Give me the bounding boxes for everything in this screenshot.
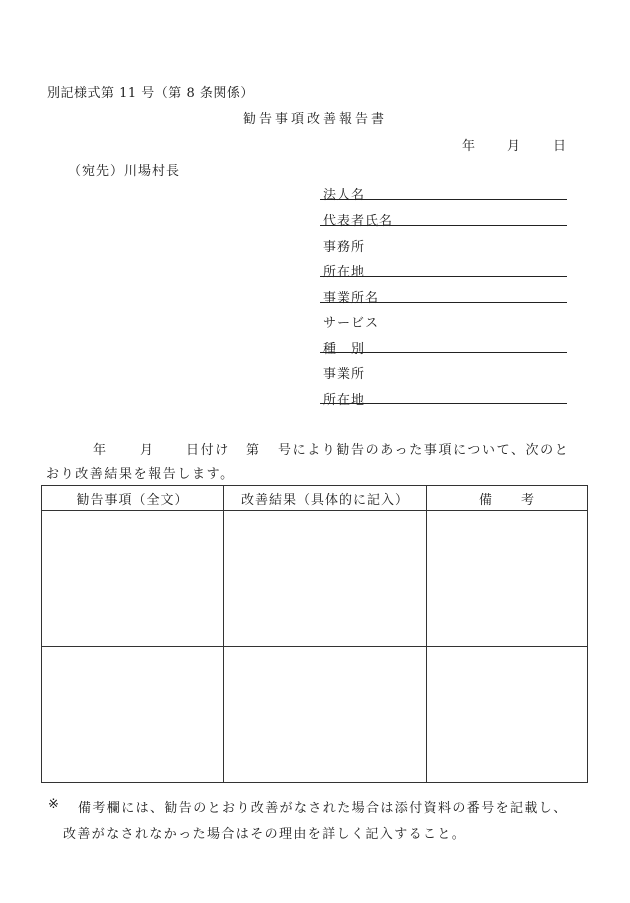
field-facility: 事業所 <box>323 367 366 382</box>
corporation-name-line[interactable] <box>320 199 567 200</box>
recommended-item-cell[interactable] <box>42 511 224 647</box>
header-recommended-items: 勧告事項（全文） <box>42 486 224 511</box>
facility-address-line[interactable] <box>320 403 567 404</box>
field-service-type: 種 別 <box>323 342 366 357</box>
field-office: 事務所 <box>323 240 366 255</box>
note-line1: 備考欄には、勧告のとおり改善がなされた場合は添付資料の番号を記載し、 <box>78 801 568 816</box>
office-address-line[interactable] <box>320 276 567 277</box>
representative-name-line[interactable] <box>320 225 567 226</box>
body-year-label: 年 <box>93 443 108 458</box>
improvement-result-cell[interactable] <box>224 647 427 783</box>
note-line2: 改善がなされなかった場合はその理由を詳しく記入すること。 <box>63 827 467 842</box>
header-improvement-results: 改善結果（具体的に記入） <box>224 486 427 511</box>
body-text-line1: 号により勧告のあった事項について、次のと <box>278 443 570 458</box>
remarks-cell[interactable] <box>427 647 588 783</box>
note-mark: ※ <box>48 797 61 812</box>
improvement-result-cell[interactable] <box>224 511 427 647</box>
recommended-item-cell[interactable] <box>42 647 224 783</box>
document-title: 勧告事項改善報告書 <box>242 112 387 127</box>
table-header-row <box>42 486 588 511</box>
date-month-label: 月 <box>507 139 521 154</box>
header-remarks: 備 考 <box>427 486 588 511</box>
body-no-label: 第 <box>246 443 261 458</box>
addressee: （宛先）川場村長 <box>68 164 181 179</box>
service-type-line[interactable] <box>320 352 567 353</box>
remarks-cell[interactable] <box>427 511 588 647</box>
improvement-report-table <box>41 485 588 783</box>
field-service: サービス <box>323 316 380 331</box>
table-row <box>42 647 588 783</box>
field-representative-name: 代表者氏名 <box>323 214 394 229</box>
field-corporation-name: 法人名 <box>323 188 366 203</box>
date-day-label: 日 <box>553 139 567 154</box>
body-month-label: 月 <box>140 443 155 458</box>
date-year-label: 年 <box>462 139 476 154</box>
table-row <box>42 511 588 647</box>
body-dated-label: 日付け <box>186 443 230 458</box>
facility-name-line[interactable] <box>320 302 567 303</box>
body-text-line2: おり改善結果を報告します。 <box>46 467 235 482</box>
field-facility-address: 所在地 <box>323 393 366 408</box>
form-number: 別記様式第 11 号（第 8 条関係） <box>47 86 254 101</box>
field-facility-name: 事業所名 <box>323 291 380 306</box>
field-office-address: 所在地 <box>323 265 366 280</box>
